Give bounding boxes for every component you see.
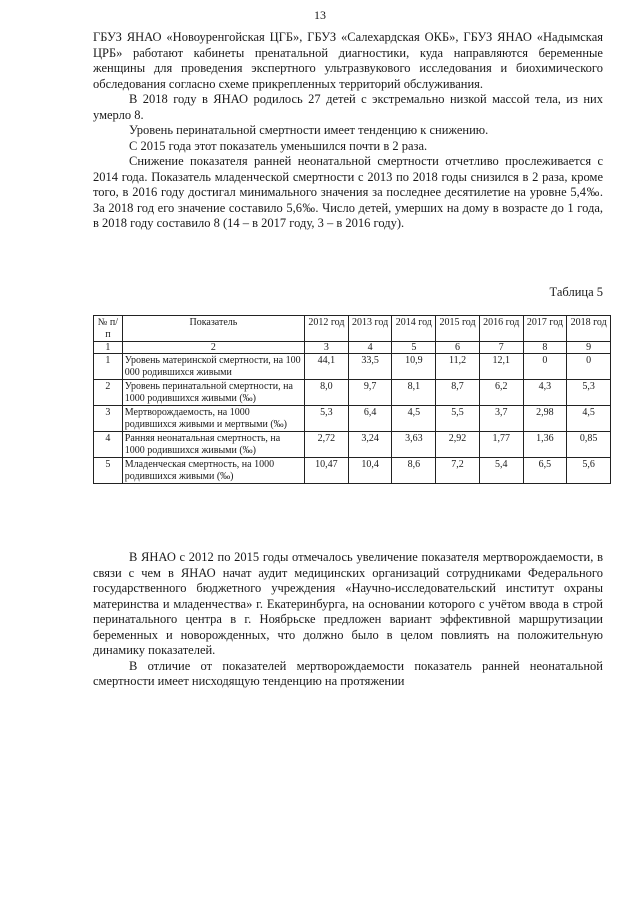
header-cell: № п/п — [94, 316, 123, 342]
value-cell: 10,47 — [305, 458, 349, 484]
value-cell: 5,3 — [567, 380, 611, 406]
top-text-block — [93, 30, 603, 232]
paragraph: В отличие от показателей мертворождаемости показатель ранней неонатальной смертности имеет нисходящую тенденцию на протяжении — [93, 658, 603, 688]
indicator-name: Младенческая смертность, на 1000 родившихся живыми (‰) — [122, 458, 304, 484]
value-cell: 3,24 — [348, 432, 392, 458]
value-cell: 1,77 — [479, 432, 523, 458]
value-cell: 4,5 — [392, 406, 436, 432]
column-number: 6 — [436, 342, 480, 354]
value-cell: 8,0 — [305, 380, 349, 406]
paragraph: В ЯНАО с 2012 по 2015 годы отмечалось увеличение показателя мертворождаемости, в связи с чем в ЯНАО начат аудит медицинских организаций сотрудниками Федерального государственного бюджетного учреждения «Научно-исследовательский институт охраны материнства и младенчества» г. Екатеринбурга, на основании которого с учётом ввода в строй перинатального центра в г. Ноябрьске предложен вариант эффективной маршрутизации беременных и новорожденных, что должно было в целом повлиять на положительную динамику показателей. — [93, 550, 603, 657]
indicator-name: Ранняя неонатальная смертность, на 1000 родившихся живыми (‰) — [122, 432, 304, 458]
column-number: 3 — [305, 342, 349, 354]
value-cell: 6,5 — [523, 458, 567, 484]
value-cell: 0 — [523, 354, 567, 380]
row-number: 1 — [94, 354, 123, 380]
value-cell: 3,7 — [479, 406, 523, 432]
table-row — [94, 380, 611, 406]
value-cell: 4,5 — [567, 406, 611, 432]
paragraph: Снижение показателя ранней неонатальной смертности отчетливо прослеживается с 2014 года. Показатель младенческой смертности с 2013 по 2018 годы снизился в 2 раза, кроме того, в 2016 году достигал минимального значения за последнее десятилетие на уровне 5,4‰. За 2018 год его значение составило 5,6‰. Число детей, умерших на дому в возрасте до 1 года, в 2018 году составило 8 (14 – в 2017 году, 3 – в 2016 году). — [93, 154, 603, 230]
indicator-name: Уровень перинатальной смертности, на 1000 родившихся живыми (‰) — [122, 380, 304, 406]
value-cell: 3,63 — [392, 432, 436, 458]
bottom-text-block — [93, 550, 603, 690]
header-cell: 2014 год — [392, 316, 436, 342]
header-cell: 2018 год — [567, 316, 611, 342]
value-cell: 8,6 — [392, 458, 436, 484]
column-number: 8 — [523, 342, 567, 354]
value-cell: 5,4 — [479, 458, 523, 484]
value-cell: 9,7 — [348, 380, 392, 406]
value-cell: 1,36 — [523, 432, 567, 458]
header-cell: 2015 год — [436, 316, 480, 342]
paragraph: Уровень перинатальной смертности имеет тенденцию к снижению. — [129, 123, 489, 137]
column-number: 2 — [122, 342, 304, 354]
table-row — [94, 354, 611, 380]
value-cell: 4,3 — [523, 380, 567, 406]
table-row — [94, 432, 611, 458]
row-number: 3 — [94, 406, 123, 432]
table-header-row — [94, 316, 611, 342]
value-cell: 44,1 — [305, 354, 349, 380]
value-cell: 33,5 — [348, 354, 392, 380]
value-cell: 0,85 — [567, 432, 611, 458]
header-cell: 2017 год — [523, 316, 567, 342]
table-row — [94, 458, 611, 484]
value-cell: 10,9 — [392, 354, 436, 380]
value-cell: 8,7 — [436, 380, 480, 406]
value-cell: 11,2 — [436, 354, 480, 380]
header-cell: Показатель — [122, 316, 304, 342]
row-number: 5 — [94, 458, 123, 484]
value-cell: 8,1 — [392, 380, 436, 406]
value-cell: 7,2 — [436, 458, 480, 484]
value-cell: 2,92 — [436, 432, 480, 458]
column-number: 4 — [348, 342, 392, 354]
row-number: 4 — [94, 432, 123, 458]
value-cell: 6,2 — [479, 380, 523, 406]
header-cell: 2012 год — [305, 316, 349, 342]
value-cell: 12,1 — [479, 354, 523, 380]
page-number: 13 — [314, 8, 326, 22]
value-cell: 10,4 — [348, 458, 392, 484]
indicator-name: Мертворождаемость, на 1000 родившихся живыми и мертвыми (‰) — [122, 406, 304, 432]
row-number: 2 — [94, 380, 123, 406]
column-number: 1 — [94, 342, 123, 354]
value-cell: 0 — [567, 354, 611, 380]
value-cell: 2,98 — [523, 406, 567, 432]
value-cell: 2,72 — [305, 432, 349, 458]
indicator-name: Уровень материнской смертности, на 100 000 родившихся живыми — [122, 354, 304, 380]
column-number-row — [94, 342, 611, 354]
paragraph: ГБУЗ ЯНАО «Новоуренгойская ЦГБ», ГБУЗ «Салехардская ОКБ», ГБУЗ ЯНАО «Надымская ЦРБ» работают кабинеты пренатальной диагностики, куда направляются беременные женщины для проведения экспертного ультразвукового исследования и биохимического обследования согласно схеме прикрепленных территорий обслуживания. — [93, 30, 603, 91]
value-cell: 5,6 — [567, 458, 611, 484]
header-cell: 2016 год — [479, 316, 523, 342]
header-cell: 2013 год — [348, 316, 392, 342]
value-cell: 6,4 — [348, 406, 392, 432]
value-cell: 5,5 — [436, 406, 480, 432]
value-cell: 5,3 — [305, 406, 349, 432]
paragraph: С 2015 года этот показатель уменьшился почти в 2 раза. — [129, 138, 428, 153]
column-number: 7 — [479, 342, 523, 354]
table-caption: Таблица 5 — [549, 285, 603, 299]
statistics-table — [93, 315, 611, 484]
column-number: 9 — [567, 342, 611, 354]
paragraph: В 2018 году в ЯНАО родилось 27 детей с экстремально низкой массой тела, из них умерло 8. — [93, 92, 603, 122]
table-row — [94, 406, 611, 432]
column-number: 5 — [392, 342, 436, 354]
